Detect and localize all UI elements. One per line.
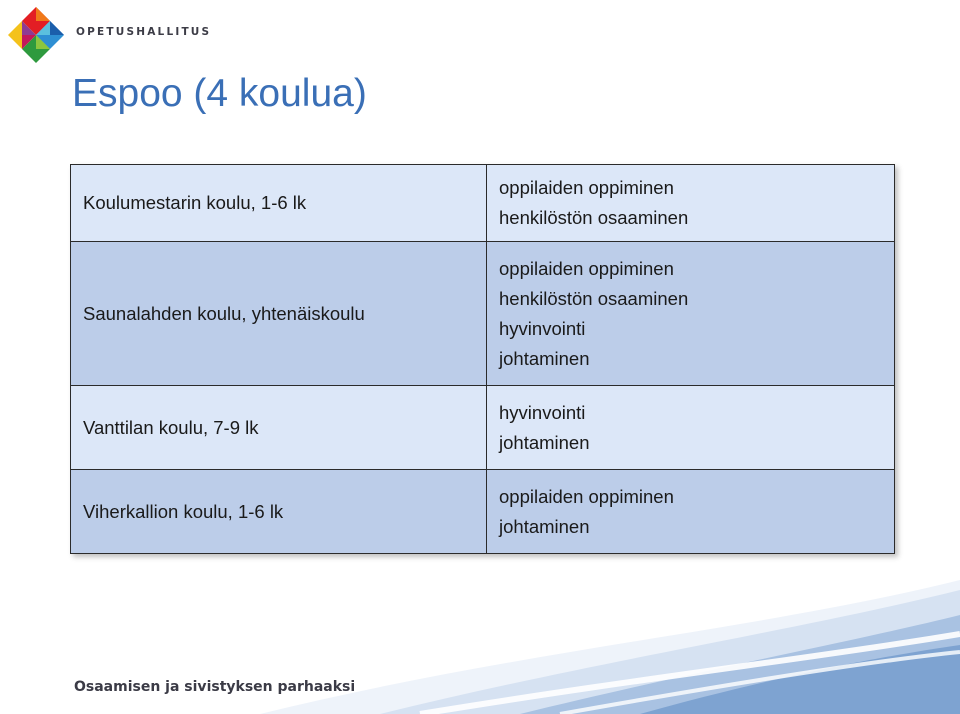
table-row xyxy=(71,386,895,470)
school-name: Saunalahden koulu, yhtenäiskoulu xyxy=(71,242,487,386)
school-name: Vanttilan koulu, 7-9 lk xyxy=(71,386,487,470)
focus-area: johtaminen xyxy=(499,431,590,453)
focus-areas xyxy=(487,165,895,242)
table-row xyxy=(71,165,895,242)
focus-area: oppilaiden oppiminen xyxy=(499,177,674,198)
focus-areas xyxy=(487,470,895,554)
brand-name: OPETUSHALLITUS xyxy=(76,26,212,38)
focus-areas xyxy=(487,242,895,386)
footer-tagline: Osaamisen ja sivistyksen parhaaksi xyxy=(74,679,356,695)
focus-area: johtaminen xyxy=(499,515,590,537)
school-name: Koulumestarin koulu, 1-6 lk xyxy=(71,165,487,242)
focus-area: hyvinvointi xyxy=(499,401,586,423)
focus-area: johtaminen xyxy=(499,347,590,369)
table-row xyxy=(71,470,895,554)
focus-area: henkilöstön osaaminen xyxy=(499,207,689,228)
focus-area: hyvinvointi xyxy=(499,317,586,339)
focus-area: oppilaiden oppiminen xyxy=(499,257,674,279)
school-name: Viherkallion koulu, 1-6 lk xyxy=(71,470,487,554)
schools-table xyxy=(70,164,895,554)
focus-area: henkilöstön osaaminen xyxy=(499,287,689,309)
focus-areas xyxy=(487,386,895,470)
focus-area: oppilaiden oppiminen xyxy=(499,485,674,507)
table-row xyxy=(71,242,895,386)
opetushallitus-logo-icon xyxy=(7,6,65,64)
slide-title: Espoo (4 koulua) xyxy=(72,72,367,115)
